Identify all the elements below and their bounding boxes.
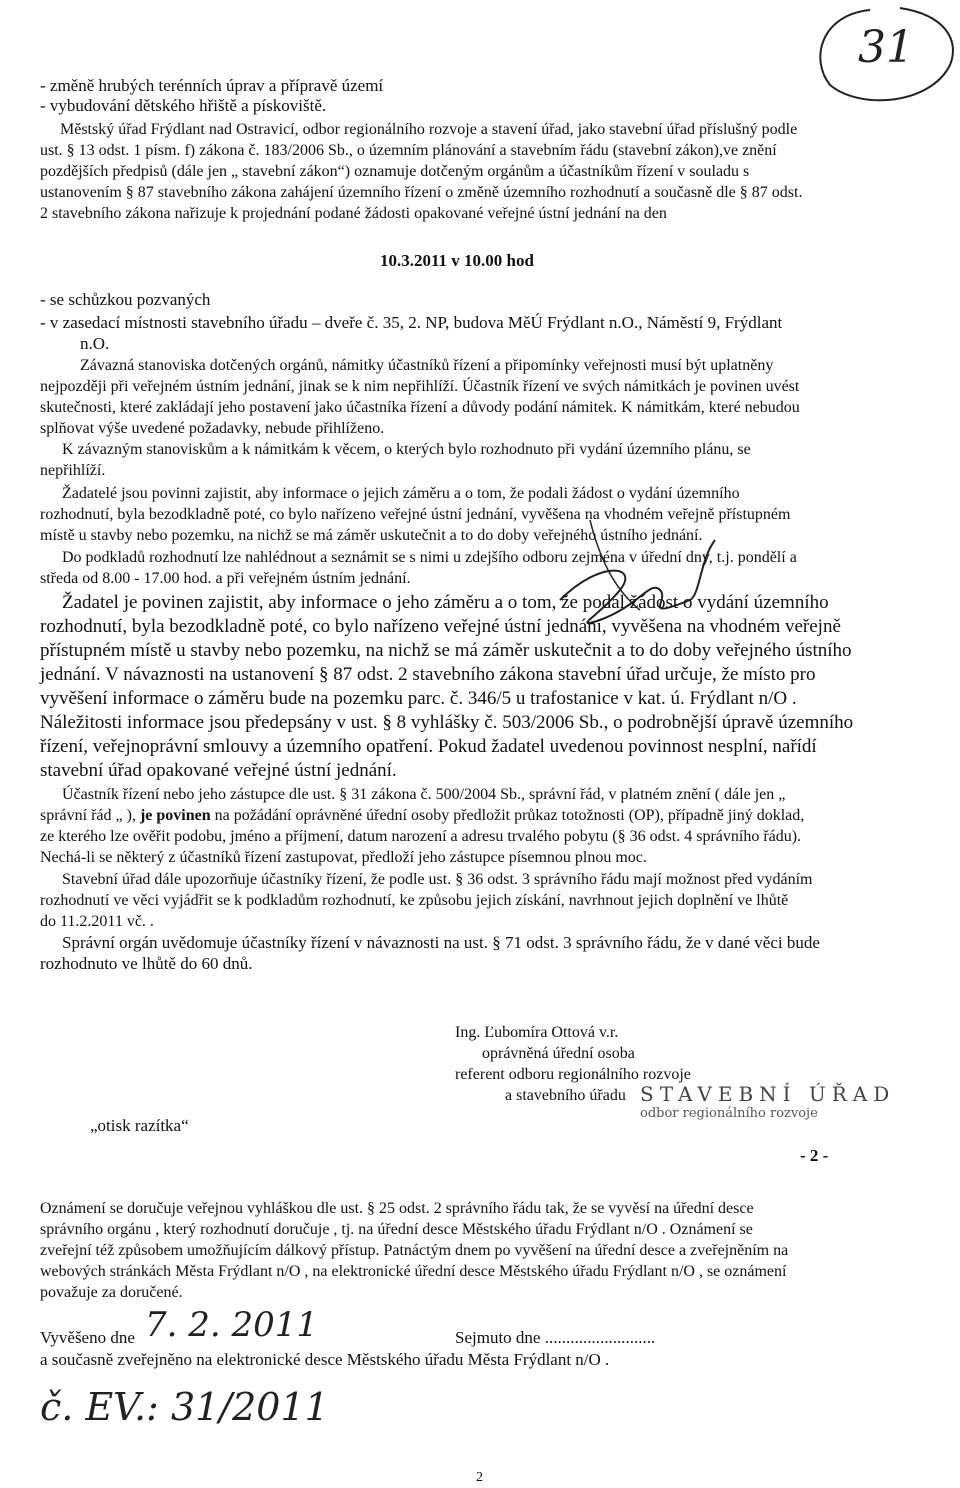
paragraph-line: Do podkladů rozhodnutí lze nahlédnout a seznámit se s nimi u zdejšího odboru zejména v úřední dny, t.j. pondělí a	[62, 549, 797, 566]
stamp-imprint: STAVEBNÍ ÚŘAD	[640, 1082, 896, 1106]
paragraph-line: Městský úřad Frýdlant nad Ostravicí, odbor regionálního rozvoje a stavení úřad, jako stavební úřad příslušný podle	[60, 121, 798, 138]
paragraph-line: splňovat výše uvedené požadavky, nebude přihlíženo.	[40, 420, 385, 437]
paragraph-line: místě u stavby nebo pozemku, na nichž se má záměr uskutečnit a to do doby veřejného ústního jednání.	[40, 527, 703, 544]
paragraph-line: považuje za doručené.	[40, 1284, 183, 1301]
paragraph-line: K závazným stanoviskům a k námitkám k věcem, o kterých bylo rozhodnuto při vydání územního plánu, se	[62, 441, 751, 458]
paragraph-line: ze kterého lze ověřit podobu, jméno a příjmení, datum narození a adresu trvalého pobytu (§ 36 odst. 4 správního řádu).	[40, 828, 802, 845]
paragraph-line: do 11.2.2011 vč. .	[40, 913, 154, 930]
paragraph-line: nepřihlíží.	[40, 462, 106, 479]
published-line: a současně zveřejněno na elektronické desce Městského úřadu Města Frýdlant n/O .	[40, 1350, 610, 1369]
corner-number: 31	[858, 22, 914, 73]
paragraph-line: Nechá-li se některý z účastníků řízení zastupovat, předloží jeho zástupce písemnou plnou moc.	[40, 849, 647, 866]
signatory-role: oprávněná úřední osoba	[482, 1045, 635, 1062]
signatory-name: Ing. Ľubomíra Ottová v.r.	[455, 1024, 619, 1041]
paragraph-line: ustanovením § 87 stavebního zákona zahájení územního řízení o změně územního rozhodnutí a současně dle § 87 odst.	[40, 184, 803, 201]
posted-label: Vyvěšeno dne	[40, 1328, 135, 1347]
paragraph-line: rozhodnuto ve lhůtě do 60 dnů.	[40, 954, 253, 973]
paragraph-line: skutečnosti, které zakládají jeho postavení jako účastníka řízení a důvody podání námitek. K námitkám, které nebudou	[40, 399, 800, 416]
paragraph-line: řízení, veřejnoprávní smlouvy a územního opatření. Pokud žadatel uvedenou povinnost nesplní, nařídí	[40, 736, 817, 757]
paragraph-line: Oznámení se doručuje veřejnou vyhláškou dle ust. § 25 odst. 2 správního řádu tak, že se vyvěsí na úřední desce	[40, 1200, 754, 1217]
paragraph-line: rozhodnutí, byla bezodkladně poté, co bylo nařízeno veřejné ústní jednání, vyvěšena na vhodném veřejně přístupném	[40, 506, 791, 523]
page-number: 2	[476, 1470, 483, 1485]
removed-label: Sejmuto dne ..........................	[455, 1328, 656, 1347]
paragraph-line: pozdějších předpisů (dále jen „ stavební zákon“) oznamuje dotčeným orgánům a účastníkům řízení v souladu s	[40, 163, 750, 180]
stamp-imprint: odbor regionálního rozvoje	[640, 1106, 818, 1121]
paragraph-line: Správní orgán uvědomuje účastníky řízení v návaznosti na ust. § 71 odst. 3 správního řádu, že v dané věci bude	[62, 933, 820, 952]
paragraph-line: Stavební úřad dále upozorňuje účastníky řízení, že podle ust. § 36 odst. 3 správního řádu mají možnost před vydáním	[62, 871, 813, 888]
paragraph-line: 2 stavebního zákona nařizuje k projednání podané žádosti opakované veřejné ústní jednání na den	[40, 205, 667, 222]
paragraph-line: správní řád „ ), je povinen na požádání oprávněné úřední osoby předložit průkaz totožnosti (OP), případně jiný doklad,	[40, 807, 805, 824]
stamp-number: - 2 -	[800, 1146, 829, 1165]
bullet-line: n.O.	[80, 334, 110, 353]
emphasis: je povinen	[139, 807, 211, 824]
paragraph-line: Náležitosti informace jsou předepsány v ust. § 8 vyhlášky č. 503/2006 Sb., o podrobnější úpravě územního	[40, 712, 854, 733]
paragraph-line: Účastník řízení nebo jeho zástupce dle ust. § 31 zákona č. 500/2004 Sb., správní řád, v platném znění ( dále jen „	[62, 786, 786, 803]
paragraph-line: Žadatel je povinen zajistit, aby informace o jeho záměru a o tom, že podal žádost o vydání územního	[62, 592, 829, 613]
paragraph-line: webových stránkách Města Frýdlant n/O , na elektronické úřední desce Městského úřadu Frýdlant n/O , se oznámení	[40, 1263, 787, 1280]
paragraph-line: rozhodnutí ve věci vyjádřit se k podkladům rozhodnutí, ke způsobu jejich získání, navrhnout jejich doplnění ve lhůtě	[40, 892, 789, 909]
paragraph-line: zveřejní též způsobem umožňujícím dálkový přístup. Patnáctým dnem po vyvěšení na úřední desce a zveřejněním na	[40, 1242, 789, 1259]
hearing-date: 10.3.2011 v 10.00 hod	[380, 251, 534, 270]
bullet-line: - vybudování dětského hřiště a pískoviště.	[40, 96, 327, 115]
paragraph-line: správního orgánu , který rozhodnutí doručuje , tj. na úřední desce Městského úřadu Frýdlant n/O . Oznámení se	[40, 1221, 753, 1238]
posted-date: 7. 2. 2011	[145, 1305, 319, 1345]
bullet-line: - se schůzkou pozvaných	[40, 290, 211, 309]
stamp-placeholder: „otisk razítka“	[90, 1116, 189, 1135]
registration-number: č. EV.: 31/2011	[40, 1385, 329, 1429]
bullet-line: - změně hrubých terénních úprav a přípravě území	[40, 76, 384, 95]
paragraph-line: Žadatelé jsou povinni zajistit, aby informace o jejich záměru a o tom, že podali žádost o vydání územního	[62, 485, 740, 502]
signatory-dept: referent odboru regionálního rozvoje	[455, 1066, 691, 1083]
paragraph-line: přístupném místě u stavby nebo pozemku, na nichž se má záměr uskutečnit a to do doby veřejného ústního	[40, 640, 852, 661]
signatory-dept: a stavebního úřadu	[505, 1087, 626, 1104]
paragraph-line: středa od 8.00 - 17.00 hod. a při veřejném ústním jednání.	[40, 570, 411, 587]
paragraph-line: stavební úřad opakované veřejné ústní jednání.	[40, 760, 397, 781]
paragraph-line: nejpozději při veřejném ústním jednání, jinak se k nim nepřihlíží. Účastník řízení ve svých námitkách je povinen uvést	[40, 378, 800, 395]
paragraph-line: vyvěšení informace o záměru bude na pozemku parc. č. 346/5 u trafostanice v kat. ú. Frýdlant n/O .	[40, 688, 797, 709]
paragraph-line: jednání. V návaznosti na ustanovení § 87 odst. 2 stavebního zákona stavební úřad určuje, že místo pro	[40, 664, 816, 685]
paragraph-line: Závazná stanoviska dotčených orgánů, námitky účastníků řízení a připomínky veřejnosti musí být uplatněny	[80, 357, 774, 374]
paragraph-line: ust. § 13 odst. 1 písm. f) zákona č. 183/2006 Sb., o územním plánování a stavebním řádu (stavební zákon),ve znění	[40, 142, 777, 159]
bullet-line: - v zasedací místnosti stavebního úřadu – dveře č. 35, 2. NP, budova MěÚ Frýdlant n.O., Náměstí 9, Frýdlant	[40, 313, 783, 332]
paragraph-line: rozhodnutí, byla bezodkladně poté, co bylo nařízeno veřejné ústní jednání, vyvěšena na vhodném veřejně	[40, 616, 841, 637]
